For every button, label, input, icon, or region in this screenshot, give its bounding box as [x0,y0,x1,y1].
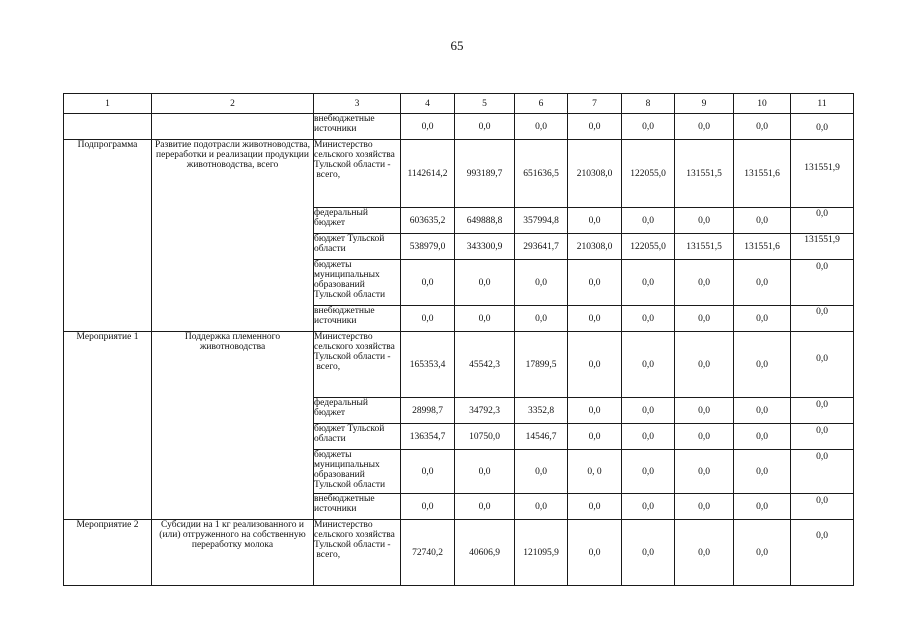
value-cell: 0,0 [734,450,791,494]
value-cell: 0,0 [568,424,622,450]
value-cell: 0,0 [401,114,455,140]
value-cell: 121095,9 [515,520,568,586]
value-cell: 0,0 [401,494,455,520]
program-name: Поддержка племенного животноводства [152,332,314,520]
value-cell: 0,0 [515,260,568,306]
value-cell: 0,0 [568,398,622,424]
value-cell: 0,0 [734,424,791,450]
value-cell: 0,0 [791,494,854,520]
program-name: Развитие подотрасли животноводства, переработки и реализации продукции животноводства, всего [152,140,314,332]
value-cell: 0,0 [622,450,675,494]
value-cell: 131551,6 [734,234,791,260]
column-number: 4 [401,94,455,114]
value-cell: 538979,0 [401,234,455,260]
table-row [64,140,854,208]
program-name: Субсидии на 1 кг реализованного и (или) отгруженного на собственную переработку молока [152,520,314,586]
value-cell: 357994,8 [515,208,568,234]
value-cell: 40606,9 [455,520,515,586]
funding-source: федеральный бюджет [314,398,401,424]
value-cell: 0,0 [791,208,854,234]
value-cell: 17899,5 [515,332,568,398]
table-row [64,520,854,586]
value-cell: 0,0 [568,494,622,520]
column-number: 5 [455,94,515,114]
value-cell: 293641,7 [515,234,568,260]
column-number: 6 [515,94,568,114]
value-cell: 0,0 [401,450,455,494]
column-number: 10 [734,94,791,114]
value-cell: 0,0 [675,494,734,520]
value-cell: 0,0 [622,306,675,332]
value-cell: 993189,7 [455,140,515,208]
value-cell: 0,0 [622,114,675,140]
value-cell: 131551,9 [791,234,854,260]
value-cell: 0,0 [734,520,791,586]
value-cell: 0,0 [568,332,622,398]
value-cell: 0,0 [568,520,622,586]
funding-source: Министерство сельского хозяйства Тульской области - всего, [314,332,401,398]
value-cell: 3352,8 [515,398,568,424]
value-cell: 0,0 [622,332,675,398]
value-cell: 0,0 [734,208,791,234]
funding-source: бюджет Тульской области [314,424,401,450]
value-cell: 0,0 [675,306,734,332]
value-cell: 0,0 [622,260,675,306]
value-cell: 34792,3 [455,398,515,424]
value-cell: 0,0 [675,424,734,450]
value-cell: 0,0 [568,208,622,234]
value-cell: 0,0 [791,398,854,424]
value-cell: 0,0 [401,260,455,306]
value-cell: 0, 0 [568,450,622,494]
value-cell: 1142614,2 [401,140,455,208]
value-cell: 649888,8 [455,208,515,234]
value-cell: 131551,9 [791,140,854,208]
funding-source: бюджеты муниципальных образований Тульской области [314,260,401,306]
value-cell: 0,0 [455,450,515,494]
column-number: 8 [622,94,675,114]
value-cell: 0,0 [515,114,568,140]
value-cell: 0,0 [622,494,675,520]
value-cell: 0,0 [675,450,734,494]
value-cell: 343300,9 [455,234,515,260]
value-cell: 0,0 [675,114,734,140]
value-cell: 0,0 [568,114,622,140]
value-cell: 45542,3 [455,332,515,398]
funding-source: Министерство сельского хозяйства Тульской области - всего, [314,520,401,586]
value-cell: 0,0 [675,398,734,424]
value-cell: 0,0 [568,306,622,332]
value-cell: 0,0 [791,332,854,398]
table-row [64,114,854,140]
column-number: 9 [675,94,734,114]
value-cell: 72740,2 [401,520,455,586]
value-cell: 0,0 [675,520,734,586]
value-cell: 131551,5 [675,234,734,260]
value-cell: 0,0 [455,494,515,520]
header-row [64,94,854,114]
value-cell: 136354,7 [401,424,455,450]
column-number: 2 [152,94,314,114]
funding-source: внебюджетные источники [314,306,401,332]
value-cell: 0,0 [791,520,854,586]
page-number: 65 [450,38,464,53]
value-cell: 0,0 [455,260,515,306]
funding-source: Министерство сельского хозяйства Тульской области - всего, [314,140,401,208]
value-cell: 165353,4 [401,332,455,398]
value-cell: 131551,6 [734,140,791,208]
value-cell: 0,0 [622,424,675,450]
funding-source: внебюджетные источники [314,494,401,520]
value-cell: 0,0 [622,398,675,424]
program-type: Подпрограмма [64,140,152,332]
budget-table [63,93,854,586]
value-cell: 0,0 [455,114,515,140]
value-cell: 0,0 [622,208,675,234]
value-cell: 0,0 [622,520,675,586]
value-cell: 0,0 [734,306,791,332]
funding-source: внебюджетные источники [314,114,401,140]
value-cell: 0,0 [515,306,568,332]
program-type: Мероприятие 2 [64,520,152,586]
value-cell: 0,0 [734,398,791,424]
value-cell: 0,0 [401,306,455,332]
value-cell: 122055,0 [622,234,675,260]
value-cell: 0,0 [515,450,568,494]
column-number: 11 [791,94,854,114]
value-cell: 0,0 [734,260,791,306]
column-number: 1 [64,94,152,114]
value-cell: 0,0 [791,306,854,332]
value-cell: 0,0 [515,494,568,520]
value-cell: 0,0 [791,450,854,494]
funding-source: федеральный бюджет [314,208,401,234]
value-cell: 0,0 [734,114,791,140]
value-cell: 651636,5 [515,140,568,208]
column-number: 7 [568,94,622,114]
value-cell: 14546,7 [515,424,568,450]
value-cell: 603635,2 [401,208,455,234]
value-cell: 0,0 [734,332,791,398]
value-cell: 131551,5 [675,140,734,208]
funding-source: бюджет Тульской области [314,234,401,260]
value-cell: 0,0 [568,260,622,306]
value-cell: 0,0 [791,114,854,140]
column-number: 3 [314,94,401,114]
program-type: Мероприятие 1 [64,332,152,520]
value-cell: 210308,0 [568,234,622,260]
value-cell: 122055,0 [622,140,675,208]
value-cell: 0,0 [791,260,854,306]
value-cell: 0,0 [675,260,734,306]
value-cell: 210308,0 [568,140,622,208]
value-cell: 0,0 [734,494,791,520]
empty-cell [64,114,152,140]
value-cell: 0,0 [675,208,734,234]
table-row [64,332,854,398]
empty-cell [152,114,314,140]
funding-source: бюджеты муниципальных образований Тульской области [314,450,401,494]
value-cell: 0,0 [675,332,734,398]
value-cell: 0,0 [791,424,854,450]
value-cell: 10750,0 [455,424,515,450]
value-cell: 0,0 [455,306,515,332]
value-cell: 28998,7 [401,398,455,424]
